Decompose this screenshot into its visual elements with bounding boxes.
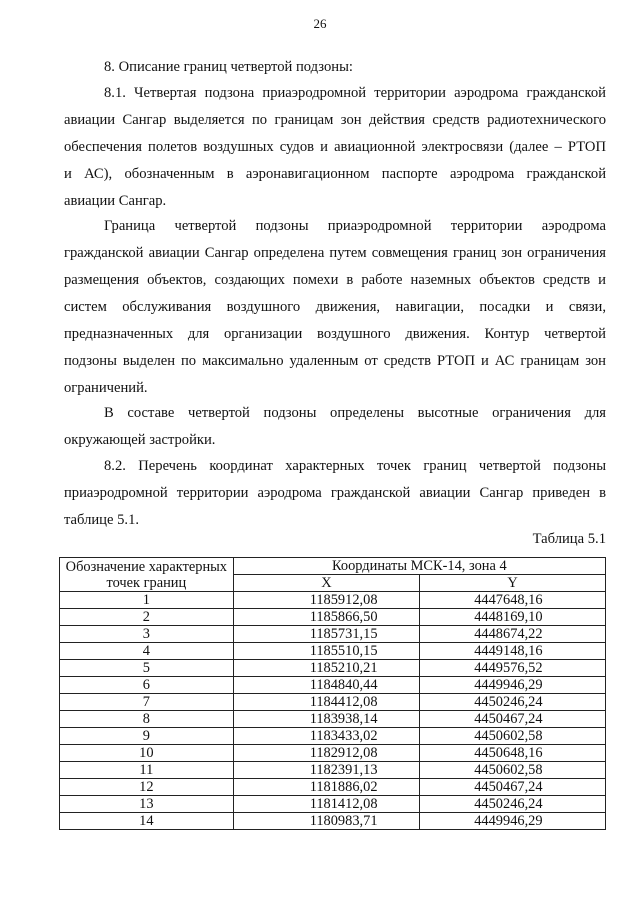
para2-line: предназначенных для организации воздушного движения. Контур четвертой (64, 326, 606, 342)
x-cell: 1183938,14 (233, 711, 420, 728)
x-cell: 1181886,02 (233, 779, 420, 796)
x-cell: 1180983,71 (233, 813, 420, 830)
y-cell: 4450467,24 (420, 779, 606, 796)
para1-line: 8.1. Четвертая подзона приаэродромной территории аэродрома гражданской (104, 85, 606, 101)
para1-line: авиации Сангар выделяется по границам зон действия средств радиотехнического (64, 112, 606, 128)
x-cell: 1183433,02 (233, 728, 420, 745)
point-number-cell: 6 (60, 677, 234, 694)
table-row (60, 745, 606, 762)
point-number-cell: 1 (60, 592, 234, 609)
header-y: Y (420, 575, 606, 592)
x-cell: 1185210,21 (233, 660, 420, 677)
para1-line: обеспечения полетов воздушных судов и авиационной электросвязи (далее – РТОП (64, 139, 606, 155)
x-cell: 1182391,13 (233, 762, 420, 779)
para2-line: подзоны выделен по максимально удаленным от средств РТОП и АС границам зон (64, 353, 606, 369)
x-cell: 1185731,15 (233, 626, 420, 643)
point-number-cell: 4 (60, 643, 234, 660)
header-point (60, 558, 234, 592)
table-row (60, 728, 606, 745)
x-cell: 1182912,08 (233, 745, 420, 762)
y-cell: 4448674,22 (420, 626, 606, 643)
table-caption: Таблица 5.1 (532, 531, 606, 547)
table-row (60, 779, 606, 796)
para1-line: и АС), обозначенным в аэронавигационном паспорте аэродрома гражданской (64, 166, 606, 182)
table-row (60, 813, 606, 830)
point-number-cell: 14 (60, 813, 234, 830)
x-cell: 1185912,08 (233, 592, 420, 609)
y-cell: 4449576,52 (420, 660, 606, 677)
table-row (60, 711, 606, 728)
point-number-cell: 10 (60, 745, 234, 762)
table-row (60, 796, 606, 813)
para2-line: Граница четвертой подзоны приаэродромной территории аэродрома (104, 218, 606, 234)
point-number-cell: 12 (60, 779, 234, 796)
x-cell: 1184840,44 (233, 677, 420, 694)
table-row (60, 762, 606, 779)
y-cell: 4450602,58 (420, 728, 606, 745)
point-number-cell: 9 (60, 728, 234, 745)
x-cell: 1184412,08 (233, 694, 420, 711)
y-cell: 4449946,29 (420, 813, 606, 830)
header-point-line1: Обозначение характерных (65, 558, 228, 575)
y-cell: 4447648,16 (420, 592, 606, 609)
para2-line: гражданской авиации Сангар определена путем совмещения границ зон ограничения (64, 245, 606, 261)
x-cell: 1185866,50 (233, 609, 420, 626)
y-cell: 4449946,29 (420, 677, 606, 694)
x-cell: 1181412,08 (233, 796, 420, 813)
y-cell: 4450246,24 (420, 694, 606, 711)
y-cell: 4450602,58 (420, 762, 606, 779)
table-row (60, 694, 606, 711)
table-row (60, 677, 606, 694)
point-number-cell: 13 (60, 796, 234, 813)
x-cell: 1185510,15 (233, 643, 420, 660)
section-heading: 8. Описание границ четвертой подзоны: (104, 59, 353, 75)
para4-line: 8.2. Перечень координат характерных точек границ четвертой подзоны (104, 458, 606, 474)
point-number-cell: 7 (60, 694, 234, 711)
point-number-cell: 11 (60, 762, 234, 779)
table-row (60, 609, 606, 626)
table-row (60, 626, 606, 643)
para1-line: авиации Сангар. (64, 193, 167, 209)
header-coords: Координаты МСК-14, зона 4 (233, 558, 605, 575)
table-row (60, 592, 606, 609)
para2-line: размещения объектов, создающих помехи в работе наземных объектов средств и (64, 272, 606, 288)
y-cell: 4448169,10 (420, 609, 606, 626)
table-row (60, 660, 606, 677)
para4-line: таблице 5.1. (64, 512, 140, 528)
table-header-row (60, 558, 606, 575)
table-row (60, 643, 606, 660)
para2-line: систем обслуживания воздушного движения, навигации, посадки и связи, (64, 299, 606, 315)
coordinates-table (59, 557, 606, 830)
para3-line: окружающей застройки. (64, 432, 216, 448)
point-number-cell: 3 (60, 626, 234, 643)
point-number-cell: 2 (60, 609, 234, 626)
y-cell: 4449148,16 (420, 643, 606, 660)
point-number-cell: 8 (60, 711, 234, 728)
y-cell: 4450467,24 (420, 711, 606, 728)
para4-line: приаэродромной территории аэродрома гражданской авиации Сангар приведен в (64, 485, 606, 501)
y-cell: 4450648,16 (420, 745, 606, 762)
page-number: 26 (313, 16, 327, 31)
para2-line: ограничений. (64, 380, 148, 396)
header-point-line2: точек границ (106, 574, 187, 591)
point-number-cell: 5 (60, 660, 234, 677)
para3-line: В составе четвертой подзоны определены высотные ограничения для (104, 405, 606, 421)
header-x: X (233, 575, 420, 592)
y-cell: 4450246,24 (420, 796, 606, 813)
